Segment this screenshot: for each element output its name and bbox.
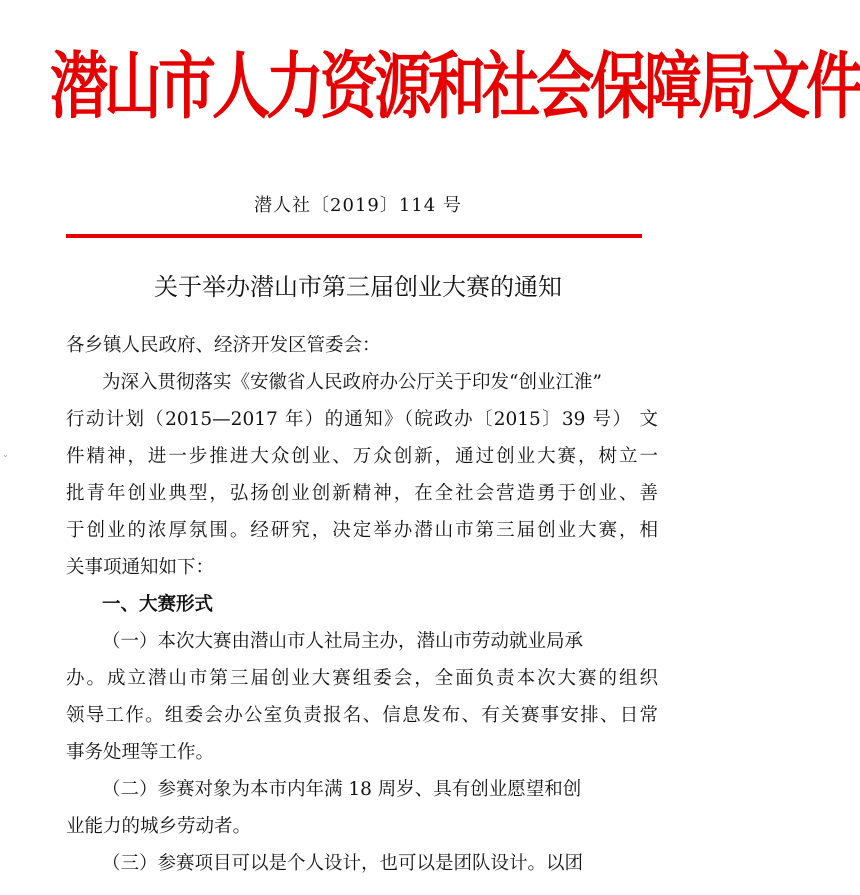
- paragraph-line: 件精神，进一步推进大众创业、万众创新，通过创业大赛，树立一: [66, 446, 658, 467]
- paragraph-line: （二）参赛对象为本市内年满 18 周岁、具有创业愿望和创: [102, 779, 582, 800]
- paragraph-line: 批青年创业典型，弘扬创业创新精神，在全社会营造勇于创业、善: [66, 483, 658, 504]
- notice-title: 关于举办潜山市第三届创业大赛的通知: [154, 273, 562, 301]
- paragraph-line: 为深入贯彻落实《安徽省人民政府办公厅关于印发“创业江淮”: [102, 372, 602, 393]
- paragraph-line: 关事项通知如下：: [66, 557, 215, 578]
- margin-mark-icon: ⌄: [2, 450, 9, 459]
- issuing-authority-title: 潜山市人力资源和社会保障局文件: [50, 44, 860, 129]
- red-separator-rule: [66, 234, 642, 238]
- paragraph-line: 办。成立潜山市第三届创业大赛组委会，全面负责本次大赛的组织: [66, 668, 658, 689]
- section-heading: 一、大赛形式: [102, 594, 214, 615]
- paragraph-line: （一）本次大赛由潜山市人社局主办，潜山市劳动就业局承: [102, 631, 584, 652]
- paragraph-line: 于创业的浓厚氛围。经研究，决定举办潜山市第三届创业大赛，相: [66, 520, 658, 541]
- paragraph-line: 领导工作。组委会办公室负责报名、信息发布、有关赛事安排、日常: [66, 705, 658, 726]
- paragraph-line: 行动计划（2015—2017 年）的通知》（皖政办〔2015〕39 号） 文: [66, 409, 658, 430]
- document-number: 潜人社〔2019〕114 号: [254, 195, 462, 216]
- paragraph-line: （三）参赛项目可以是个人设计，也可以是团队设计。以团: [102, 853, 584, 874]
- paragraph-line: 事务处理等工作。: [66, 742, 215, 763]
- salutation-line: 各乡镇人民政府、经济开发区管委会：: [66, 335, 381, 356]
- paragraph-line: 业能力的城乡劳动者。: [66, 816, 252, 837]
